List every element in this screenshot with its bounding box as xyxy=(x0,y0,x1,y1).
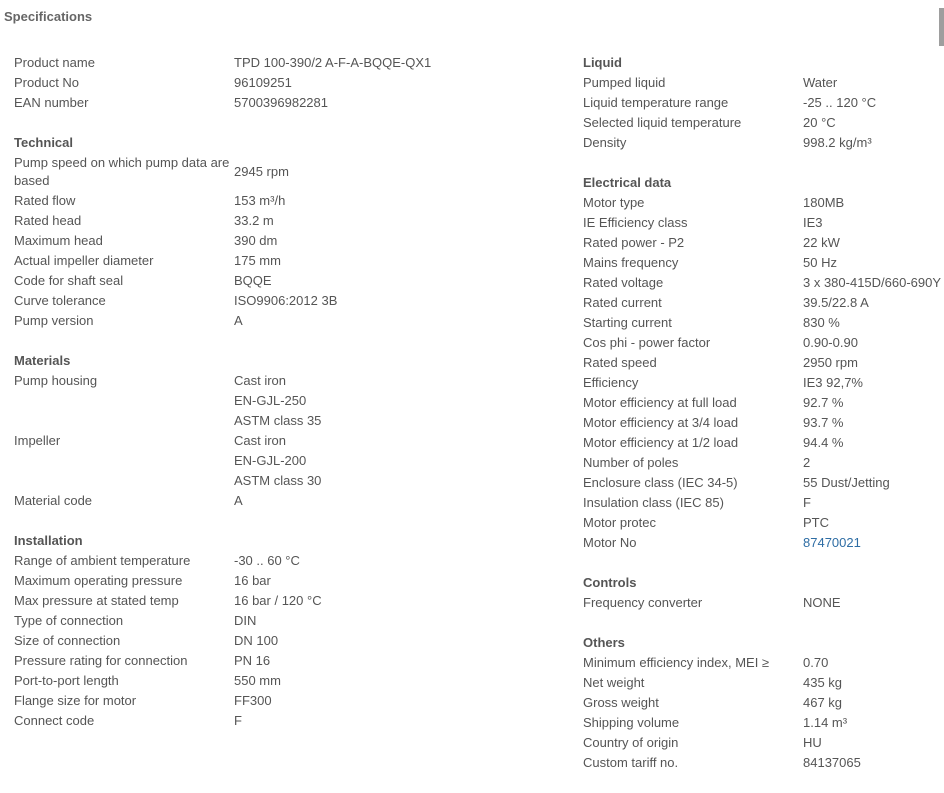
spec-label: Rated power - P2 xyxy=(583,235,685,250)
spec-value: PN 16 xyxy=(234,653,271,668)
spec-value: DN 100 xyxy=(234,633,279,648)
spec-label: Minimum efficiency index, MEI ≥ xyxy=(583,655,770,670)
spec-section-electrical-data xyxy=(583,173,944,553)
spec-label: IE Efficiency class xyxy=(583,215,688,230)
spec-label: Rated current xyxy=(583,295,662,310)
spec-label: Rated flow xyxy=(14,193,76,208)
spec-label: Gross weight xyxy=(583,695,659,710)
spec-value: BQQE xyxy=(234,273,272,288)
spec-label: Code for shaft seal xyxy=(14,273,124,288)
spec-section-liquid xyxy=(583,53,944,153)
spec-label: Rated head xyxy=(14,213,82,228)
spec-value: 16 bar / 120 °C xyxy=(234,593,322,608)
spec-row xyxy=(14,431,554,491)
spec-value: 55 Dust/Jetting xyxy=(803,475,890,490)
spec-row xyxy=(583,413,944,433)
spec-row xyxy=(14,591,554,611)
spec-value: HU xyxy=(803,735,822,750)
spec-row xyxy=(14,631,554,651)
spec-value: 96109251 xyxy=(234,75,292,90)
spec-value: EN-GJL-200 xyxy=(234,453,307,468)
spec-label: Number of poles xyxy=(583,455,679,470)
spec-value: A xyxy=(234,313,243,328)
spec-value: 33.2 m xyxy=(234,213,274,228)
section-title: Others xyxy=(583,635,625,650)
spec-value: ASTM class 30 xyxy=(234,473,322,488)
spec-row xyxy=(583,233,944,253)
spec-value: Cast iron xyxy=(234,373,287,388)
spec-value: 50 Hz xyxy=(803,255,837,270)
spec-value: 94.4 % xyxy=(803,435,844,450)
spec-value: ISO9906:2012 3B xyxy=(234,293,338,308)
spec-label: Motor type xyxy=(583,195,645,210)
spec-row xyxy=(14,271,554,291)
spec-label: Enclosure class (IEC 34-5) xyxy=(583,475,738,490)
spec-label: Pump version xyxy=(14,313,94,328)
spec-value: PTC xyxy=(803,515,829,530)
spec-label: Motor efficiency at full load xyxy=(583,395,737,410)
spec-row xyxy=(14,191,554,211)
spec-label: Maximum head xyxy=(14,233,103,248)
spec-row xyxy=(583,113,944,133)
spec-row xyxy=(583,313,944,333)
spec-label: Size of connection xyxy=(14,633,121,648)
spec-label: Insulation class (IEC 85) xyxy=(583,495,724,510)
spec-row xyxy=(583,513,944,533)
spec-value: 20 °C xyxy=(803,115,836,130)
spec-label: Type of connection xyxy=(14,613,124,628)
spec-row xyxy=(583,693,944,713)
section-title: Materials xyxy=(14,353,71,368)
spec-value: 84137065 xyxy=(803,755,861,770)
spec-section-controls xyxy=(583,573,944,613)
motor-no-link[interactable]: 87470021 xyxy=(803,535,861,550)
spec-label: Rated speed xyxy=(583,355,657,370)
section-title: Liquid xyxy=(583,55,622,70)
spec-row xyxy=(14,53,554,73)
spec-value: 175 mm xyxy=(234,253,281,268)
spec-value: 830 % xyxy=(803,315,840,330)
spec-row xyxy=(14,251,554,271)
section-title: Installation xyxy=(14,533,83,548)
spec-label: Liquid temperature range xyxy=(583,95,729,110)
spec-label: EAN number xyxy=(14,95,89,110)
section-title: Electrical data xyxy=(583,175,672,190)
spec-value: 180MB xyxy=(803,195,845,210)
spec-row xyxy=(14,491,554,511)
spec-label: Motor protec xyxy=(583,515,656,530)
spec-row xyxy=(14,211,554,231)
spec-value: A xyxy=(234,493,243,508)
spec-section-materials xyxy=(14,351,554,511)
spec-value: 998.2 kg/m³ xyxy=(803,135,872,150)
spec-label: Starting current xyxy=(583,315,672,330)
spec-row xyxy=(14,73,554,93)
spec-row xyxy=(583,293,944,313)
spec-value: 1.14 m³ xyxy=(803,715,848,730)
spec-value: F xyxy=(234,713,242,728)
spec-row xyxy=(14,231,554,251)
spec-label: Curve tolerance xyxy=(14,293,106,308)
spec-row xyxy=(14,311,554,331)
spec-row xyxy=(583,653,944,673)
spec-row xyxy=(583,753,944,773)
spec-label: Maximum operating pressure xyxy=(14,573,183,588)
spec-value: IE3 xyxy=(803,215,823,230)
spec-value: F xyxy=(803,495,811,510)
spec-value: -25 .. 120 °C xyxy=(803,95,877,110)
specifications-left-column xyxy=(14,53,554,751)
spec-row xyxy=(14,153,554,191)
spec-row xyxy=(583,733,944,753)
spec-label: Pumped liquid xyxy=(583,75,666,90)
section-title: Technical xyxy=(14,135,74,150)
spec-label: Selected liquid temperature xyxy=(583,115,742,130)
spec-value: IE3 92,7% xyxy=(803,375,863,390)
spec-label: Product No xyxy=(14,75,80,90)
spec-row xyxy=(583,373,944,393)
spec-row xyxy=(583,453,944,473)
spec-label: Efficiency xyxy=(583,375,639,390)
spec-row xyxy=(14,671,554,691)
spec-value: FF300 xyxy=(234,693,272,708)
spec-value: Cast iron xyxy=(234,433,287,448)
spec-section-others xyxy=(583,633,944,773)
spec-label: Connect code xyxy=(14,713,95,728)
section-title: Controls xyxy=(583,575,637,590)
spec-row xyxy=(583,493,944,513)
spec-label: Mains frequency xyxy=(583,255,679,270)
spec-value: 3 x 380-415D/660-690Y xyxy=(803,275,942,290)
spec-value: 39.5/22.8 A xyxy=(803,295,869,310)
spec-value: 153 m³/h xyxy=(234,193,286,208)
spec-section-general xyxy=(14,53,554,113)
spec-label: Port-to-port length xyxy=(14,673,119,688)
spec-value: 92.7 % xyxy=(803,395,844,410)
spec-row xyxy=(583,73,944,93)
spec-row xyxy=(583,93,944,113)
spec-value: 467 kg xyxy=(803,695,843,710)
spec-value: 0.90-0.90 xyxy=(803,335,858,350)
spec-value: NONE xyxy=(803,595,841,610)
spec-value-list xyxy=(234,431,554,491)
spec-value: 550 mm xyxy=(234,673,281,688)
spec-row xyxy=(14,291,554,311)
spec-value: -30 .. 60 °C xyxy=(234,553,300,568)
spec-value: 390 dm xyxy=(234,233,278,248)
spec-label: Flange size for motor xyxy=(14,693,137,708)
spec-label: Pump speed on which pump data are based xyxy=(14,155,230,188)
spec-row xyxy=(14,551,554,571)
spec-label: Rated voltage xyxy=(583,275,664,290)
spec-label: Frequency converter xyxy=(583,595,703,610)
spec-value: 5700396982281 xyxy=(234,95,328,110)
spec-label: Pump housing xyxy=(14,373,98,388)
spec-row xyxy=(583,333,944,353)
spec-row xyxy=(583,433,944,453)
scrollbar-thumb[interactable] xyxy=(939,8,944,46)
spec-row xyxy=(14,711,554,731)
spec-row xyxy=(14,93,554,113)
spec-row xyxy=(14,691,554,711)
spec-label: Motor efficiency at 3/4 load xyxy=(583,415,739,430)
spec-label: Density xyxy=(583,135,627,150)
spec-label: Impeller xyxy=(14,433,61,448)
spec-value: 2950 rpm xyxy=(803,355,858,370)
spec-value: EN-GJL-250 xyxy=(234,393,307,408)
spec-value: 2 xyxy=(803,455,811,470)
spec-row xyxy=(583,533,944,553)
spec-row xyxy=(583,273,944,293)
spec-row xyxy=(14,611,554,631)
spec-row xyxy=(14,571,554,591)
spec-label: Motor No xyxy=(583,535,637,550)
spec-label: Range of ambient temperature xyxy=(14,553,191,568)
spec-row xyxy=(583,213,944,233)
spec-row xyxy=(583,193,944,213)
spec-label: Net weight xyxy=(583,675,645,690)
spec-value: 2945 rpm xyxy=(234,164,289,179)
page-title: Specifications xyxy=(4,9,93,24)
spec-label: Actual impeller diameter xyxy=(14,253,154,268)
spec-value: 435 kg xyxy=(803,675,843,690)
spec-value: 16 bar xyxy=(234,573,271,588)
spec-label: Material code xyxy=(14,493,93,508)
spec-row xyxy=(583,253,944,273)
spec-value: Water xyxy=(803,75,838,90)
spec-value: 93.7 % xyxy=(803,415,844,430)
specifications-right-column xyxy=(583,53,944,793)
spec-row xyxy=(583,473,944,493)
spec-value-list xyxy=(234,371,554,431)
spec-row xyxy=(583,353,944,373)
spec-value: 0.70 xyxy=(803,655,829,670)
spec-label: Cos phi - power factor xyxy=(583,335,711,350)
spec-value: TPD 100-390/2 A-F-A-BQQE-QX1 xyxy=(234,55,432,70)
spec-row xyxy=(583,713,944,733)
spec-row xyxy=(583,593,944,613)
spec-label: Motor efficiency at 1/2 load xyxy=(583,435,739,450)
spec-label: Pressure rating for connection xyxy=(14,653,188,668)
spec-section-technical xyxy=(14,133,554,331)
spec-row xyxy=(14,651,554,671)
spec-value: DIN xyxy=(234,613,257,628)
spec-label: Product name xyxy=(14,55,95,70)
spec-section-installation xyxy=(14,531,554,731)
spec-row xyxy=(14,371,554,431)
spec-label: Country of origin xyxy=(583,735,679,750)
spec-row xyxy=(583,133,944,153)
spec-label: Custom tariff no. xyxy=(583,755,679,770)
spec-row xyxy=(583,673,944,693)
spec-row xyxy=(583,393,944,413)
spec-label: Max pressure at stated temp xyxy=(14,593,179,608)
spec-label: Shipping volume xyxy=(583,715,680,730)
spec-value: ASTM class 35 xyxy=(234,413,322,428)
spec-value: 22 kW xyxy=(803,235,840,250)
